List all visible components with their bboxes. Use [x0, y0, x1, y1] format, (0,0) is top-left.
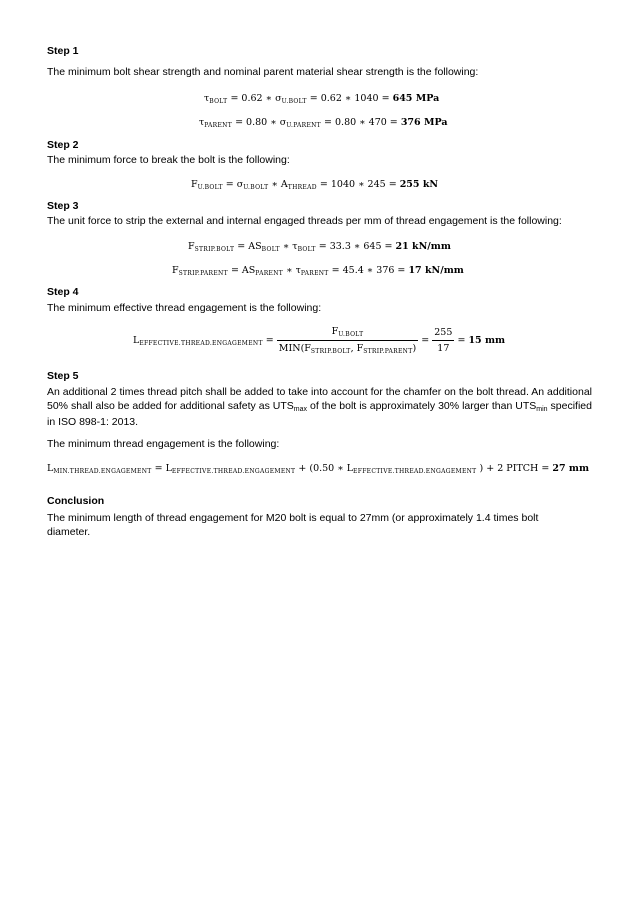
- conclusion-text: The minimum length of thread engagement for M20 bolt is equal to 27mm (or approximately 1.4 times bolt diameter.: [47, 512, 539, 538]
- step-2-equation: $F_{U.BOLT} = \sigma_{U.BOLT}$ ∗ $A_{THREAD} = 1040$ ∗ 245 = 255 kN: [191, 179, 439, 191]
- step-3-text: The unit force to strip the external and internal engaged threads per mm of thread engagement is the following:: [47, 215, 562, 227]
- step-1-result-bolt: 645 MPa: [392, 93, 440, 104]
- step-5-paragraph: An additional 2 times thread pitch shall be added to take into account for the chamfer on the bolt thread. An additional 50% shall also be added for additional safety as $UTS_{max}$ of the bolt is approximately 30% larger than $UTS_{min}$ specified in ISO 898-1: 2013.: [47, 386, 592, 428]
- step-5-result: 27 mm: [552, 463, 589, 474]
- step-4-numeric-fraction: $\frac{255}{17}$: [434, 327, 453, 354]
- step-4-result: 15 mm: [468, 335, 506, 346]
- step-1-result-parent: 376 MPa: [400, 117, 448, 128]
- step-4-heading: Step 4: [47, 286, 79, 298]
- step-1-equation-bolt: $\tau_{BOLT} = 0.62$ ∗ $\sigma_{U.BOLT} = 0.62$ ∗ 1040 = 645 MPa: [204, 93, 440, 105]
- step-4-equation: $L_{EFFECTIVE.THREAD.ENGAGEMENT}$ = $\frac{F_{U.BOLT}}{MIN(F_{STRIP.BOLT}, F_{STRIP.PARENT})}$ = $\frac{255}{17}$ = 15 mm: [133, 326, 506, 355]
- step-3-result-bolt: 21 kN/mm: [395, 241, 451, 252]
- step-3-equation-bolt: $F_{STRIP.BOLT} = AS_{BOLT}$ ∗ $\tau_{BOLT} = 33.3$ ∗ 645 = 21 kN/mm: [188, 241, 451, 253]
- step-3-heading: Step 3: [47, 200, 79, 212]
- step-1-equation-parent: $\tau_{PARENT} = 0.80$ ∗ $\sigma_{U.PARENT} = 0.80$ ∗ 470 = 376 MPa: [199, 117, 448, 129]
- step-2-heading: Step 2: [47, 139, 79, 151]
- step-3-equation-parent: $F_{STRIP.PARENT} = AS_{PARENT}$ ∗ $\tau_{PARENT} = 45.4$ ∗ 376 = 17 kN/mm: [172, 265, 464, 277]
- step-2-text: The minimum force to break the bolt is the following:: [47, 154, 290, 166]
- step-3-result-parent: 17 kN/mm: [408, 265, 464, 276]
- conclusion-heading: Conclusion: [47, 495, 105, 507]
- step-5-equation: $L_{MIN.THREAD.ENGAGEMENT} = L_{EFFECTIVE.THREAD.ENGAGEMENT} + (0.50$ ∗ $L_{EFFECTIVE.THREAD.ENGAGEMENT}$ ) + 2 PITCH = 27 mm: [47, 463, 589, 475]
- step-5-text-2: The minimum thread engagement is the following:: [47, 438, 280, 450]
- step-5-heading: Step 5: [47, 370, 79, 382]
- step-1-heading: Step 1: [47, 45, 79, 57]
- step-4-text: The minimum effective thread engagement is the following:: [47, 302, 322, 314]
- step-1-text: The minimum bolt shear strength and nominal parent material shear strength is the following:: [47, 66, 479, 78]
- step-2-result: 255 kN: [399, 179, 439, 190]
- step-4-fraction: $\frac{F_{U.BOLT}}{MIN(F_{STRIP.BOLT}, F_{STRIP.PARENT})}$: [278, 326, 417, 355]
